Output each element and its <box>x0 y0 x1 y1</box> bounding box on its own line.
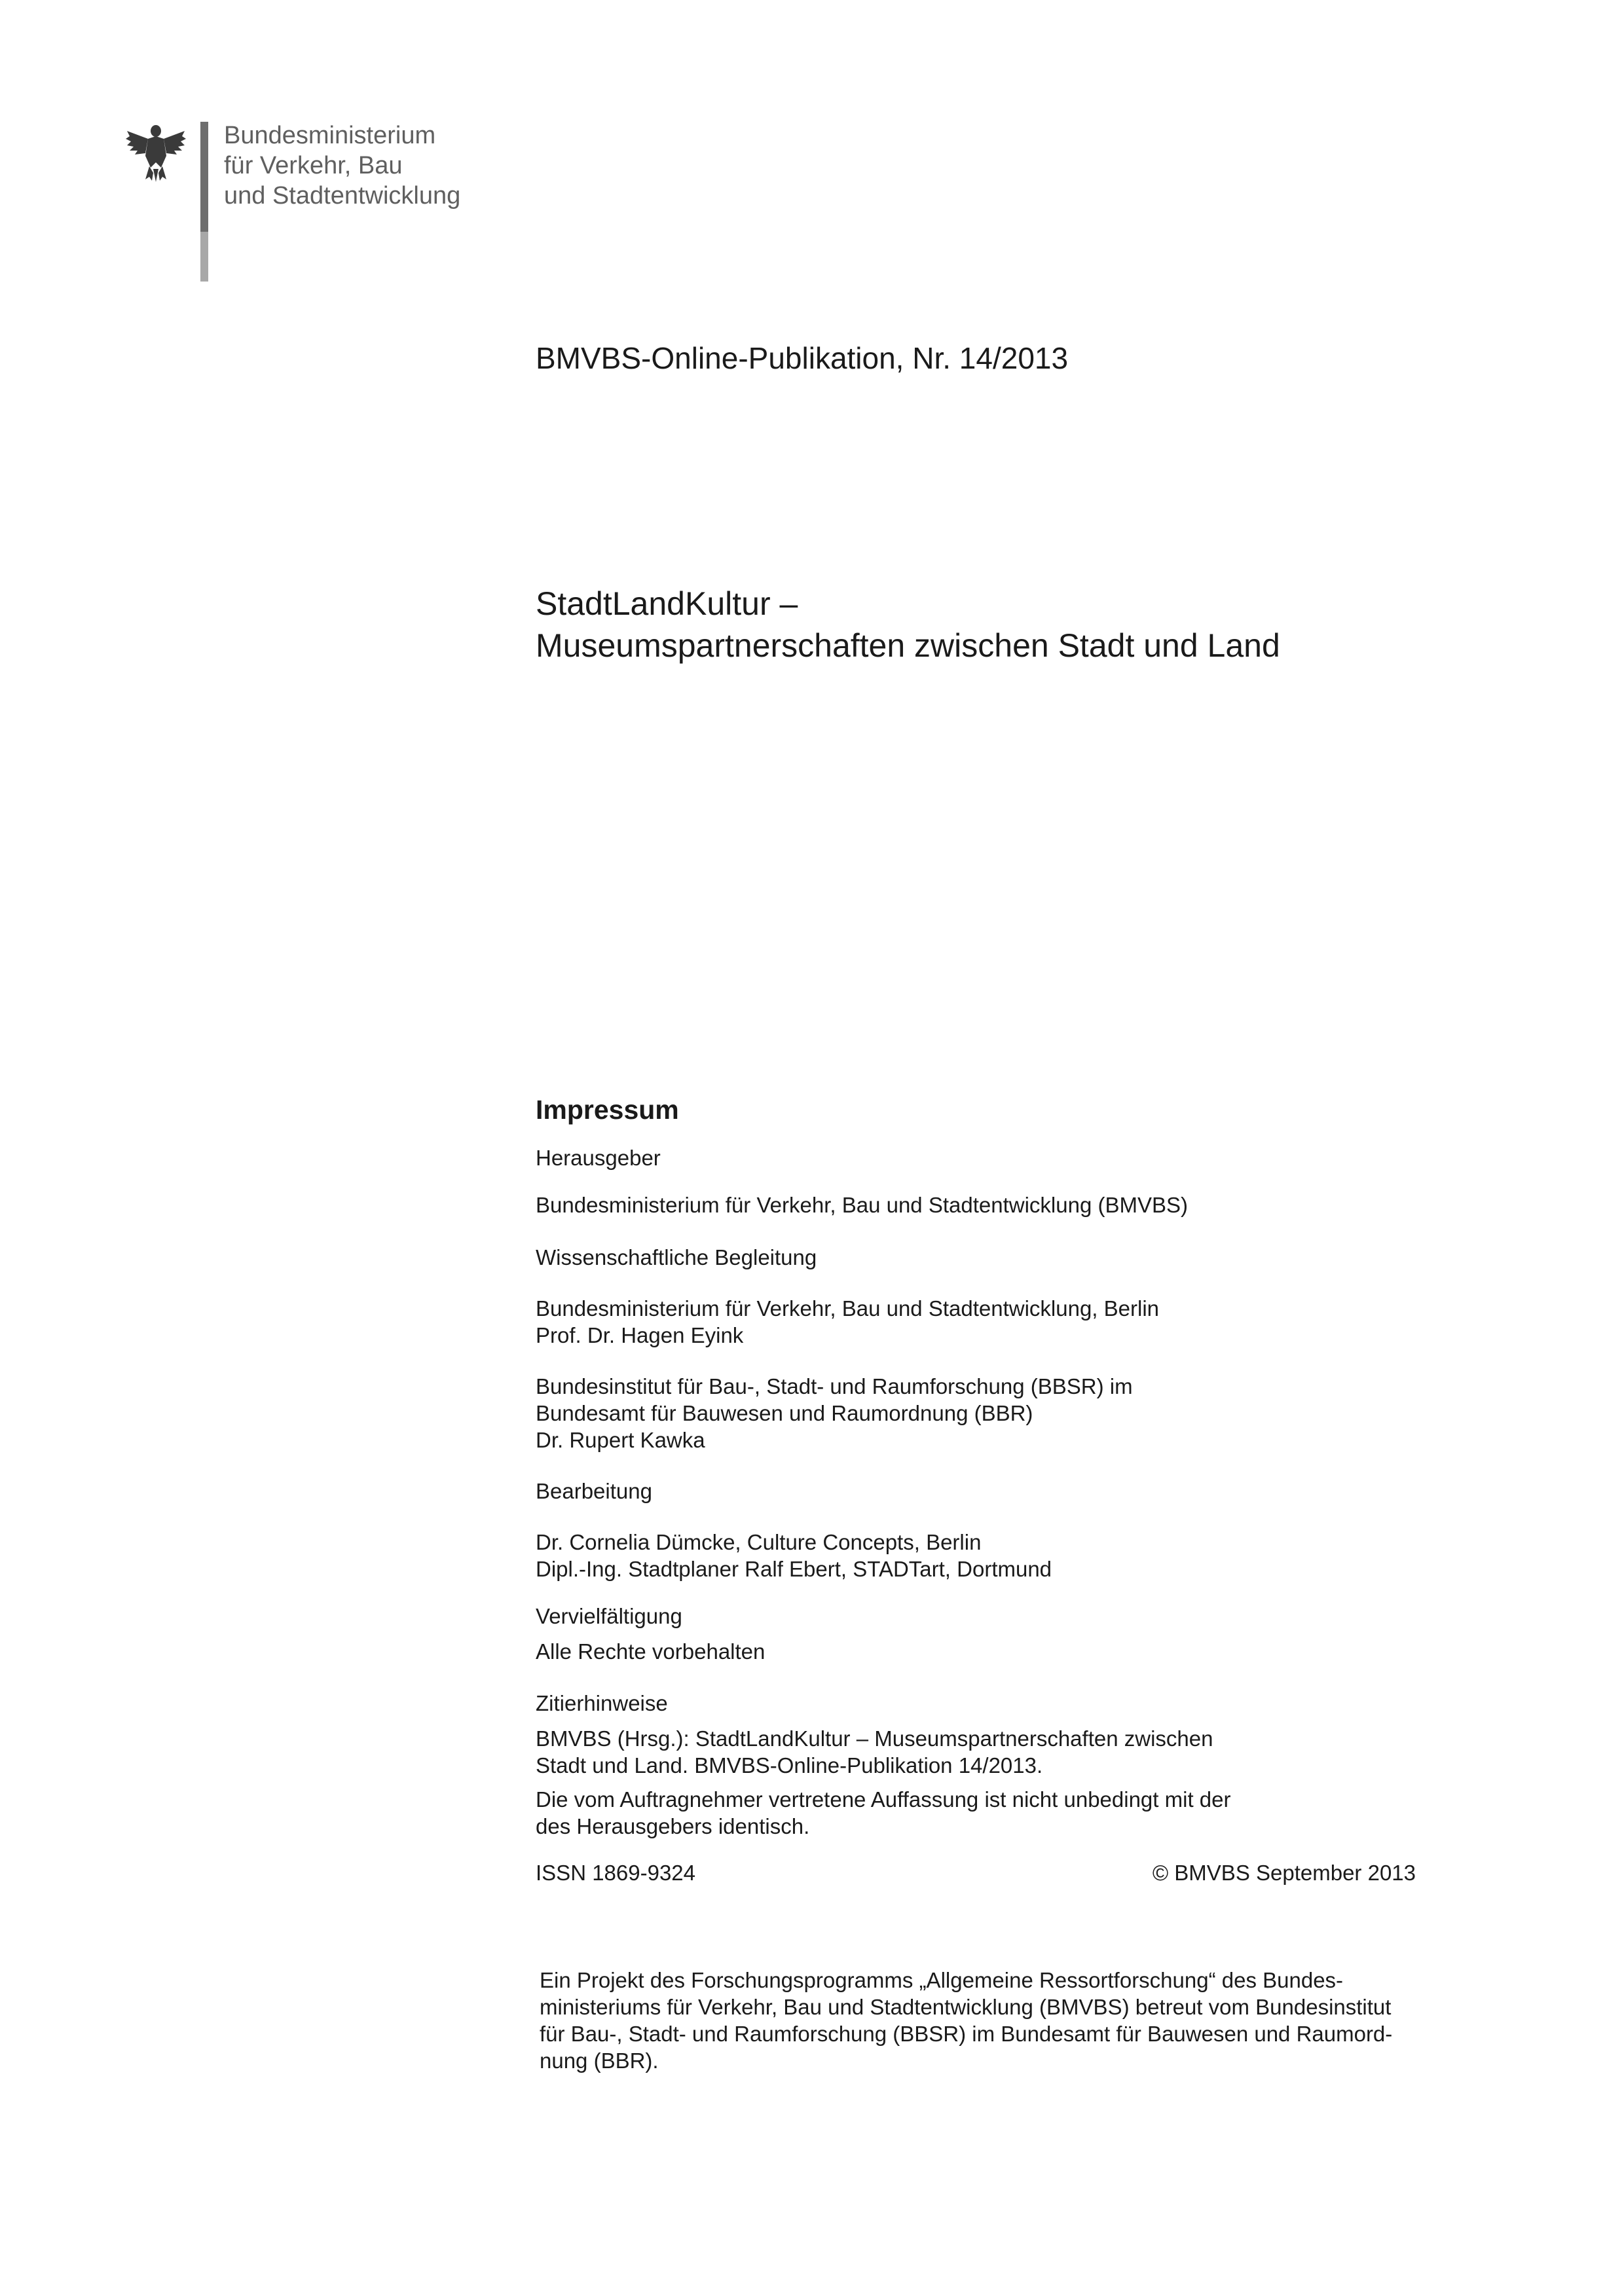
zitier-line: Stadt und Land. BMVBS-Online-Publikation 14/2013. <box>536 1753 1043 1777</box>
federal-eagle-icon <box>123 117 189 183</box>
copyright: © BMVBS September 2013 <box>1152 1861 1416 1885</box>
issn: ISSN 1869-9324 <box>536 1861 696 1885</box>
begleitung-2-line: Bundesinstitut für Bau-, Stadt- und Raumforschung (BBSR) im <box>536 1374 1133 1398</box>
publication-number: BMVBS-Online-Publikation, Nr. 14/2013 <box>536 341 1069 375</box>
begleitung-2-line: Dr. Rupert Kawka <box>536 1428 705 1452</box>
zitier-line: BMVBS (Hrsg.): StadtLandKultur – Museumspartnerschaften zwischen <box>536 1726 1213 1751</box>
footer-line: Ein Projekt des Forschungsprogramms „Allgemeine Ressortforschung“ des Bundes- <box>540 1968 1344 1992</box>
footer-line: ministeriums für Verkehr, Bau und Stadtentwicklung (BMVBS) betreut vom Bundesinstitut <box>540 1995 1392 2019</box>
logo-bar-accent <box>200 122 208 232</box>
wordmark-line-2: für Verkehr, Bau <box>224 152 403 179</box>
bearbeitung-line: Dipl.-Ing. Stadtplaner Ralf Ebert, STADTart, Dortmund <box>536 1557 1052 1581</box>
begleitung-block-1 <box>536 1295 1159 1349</box>
herausgeber-label: Herausgeber <box>536 1146 661 1170</box>
bearbeitung-label: Bearbeitung <box>536 1479 652 1503</box>
impressum-heading: Impressum <box>536 1095 679 1125</box>
ministry-wordmark <box>224 120 460 211</box>
begleitung-1-line: Prof. Dr. Hagen Eyink <box>536 1323 744 1347</box>
document-title <box>536 583 1280 666</box>
wordmark-line-1: Bundesministerium <box>224 122 436 149</box>
wordmark-line-3: und Stadtentwicklung <box>224 182 461 210</box>
begleitung-1-line: Bundesministerium für Verkehr, Bau und Stadtentwicklung, Berlin <box>536 1296 1160 1321</box>
begleitung-2-line: Bundesamt für Bauwesen und Raumordnung (BBR) <box>536 1401 1033 1425</box>
zitierhinweise-block <box>536 1725 1213 1779</box>
disclaimer-line: Die vom Auftragnehmer vertretene Auffassung ist nicht unbedingt mit der <box>536 1787 1231 1812</box>
zitierhinweise-label: Zitierhinweise <box>536 1691 668 1715</box>
begleitung-label: Wissenschaftliche Begleitung <box>536 1245 817 1269</box>
footer-line: für Bau-, Stadt- und Raumforschung (BBSR) im Bundesamt für Bauwesen und Raumord- <box>540 2022 1393 2046</box>
disclaimer-line: des Herausgebers identisch. <box>536 1814 810 1838</box>
bearbeitung-block <box>536 1529 1052 1582</box>
disclaimer-block <box>536 1786 1230 1840</box>
herausgeber-value: Bundesministerium für Verkehr, Bau und Stadtentwicklung (BMVBS) <box>536 1193 1188 1217</box>
bearbeitung-line: Dr. Cornelia Dümcke, Culture Concepts, Berlin <box>536 1530 982 1554</box>
vervielfaeltigung-value: Alle Rechte vorbehalten <box>536 1639 766 1664</box>
title-line-1: StadtLandKultur – <box>536 585 798 622</box>
title-line-2: Museumspartnerschaften zwischen Stadt und Land <box>536 627 1280 664</box>
vervielfaeltigung-label: Vervielfältigung <box>536 1604 682 1628</box>
footer-line: nung (BBR). <box>540 2049 659 2073</box>
begleitung-block-2 <box>536 1373 1133 1453</box>
project-footer <box>540 1967 1392 2074</box>
